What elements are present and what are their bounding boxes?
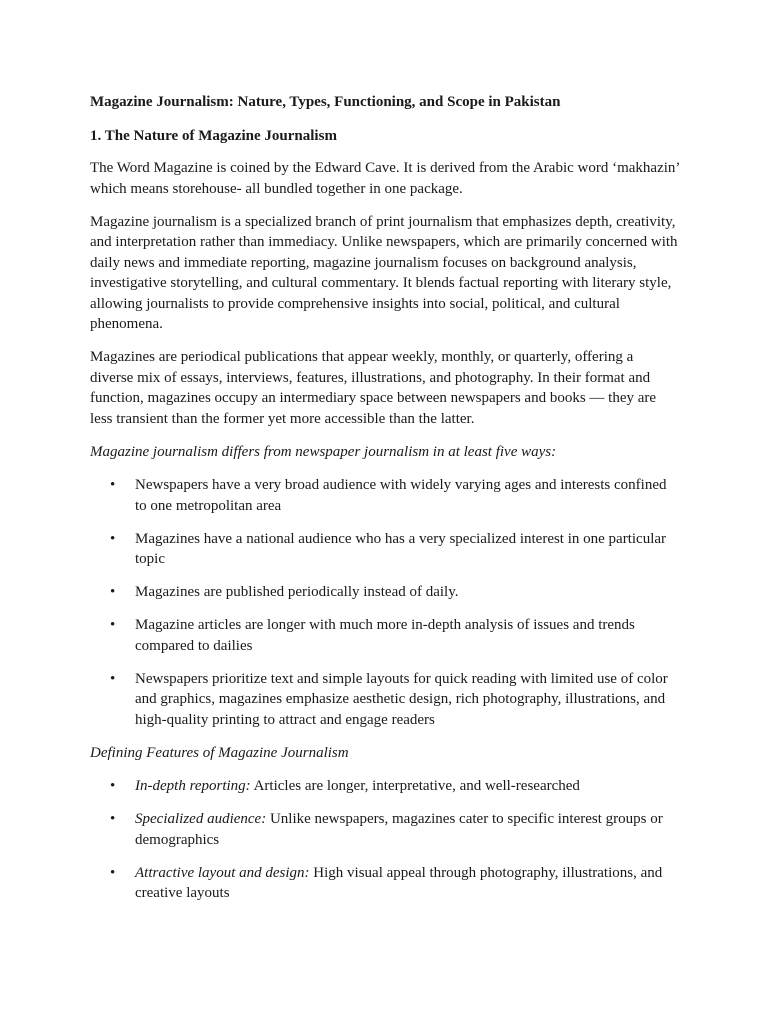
features-list (90, 776, 680, 904)
bullet-icon: • (110, 617, 116, 633)
differences-list (90, 475, 680, 730)
list-item-text: Magazines have a national audience who has a very specialized interest in one particular topic (135, 530, 667, 567)
feature-text: Articles are longer, interpretative, and well-researched (250, 778, 580, 794)
list-item-text: Magazine articles are longer with much more in-depth analysis of issues and trends compared to dailies (135, 617, 635, 654)
section-heading: 1. The Nature of Magazine Journalism (90, 127, 337, 144)
list-item-text: Newspapers have a very broad audience with widely varying ages and interests confined to one metropolitan area (135, 477, 667, 514)
list-item (90, 776, 680, 797)
document-title: Magazine Journalism: Nature, Types, Functioning, and Scope in Pakistan (90, 94, 561, 110)
bullet-icon: • (110, 670, 116, 687)
list-item (90, 529, 680, 570)
bullet-icon: • (110, 584, 116, 600)
document-page (90, 92, 680, 916)
list-item-text: Magazines are published periodically instead of daily. (135, 584, 459, 600)
differences-lead: Magazine journalism differs from newspaper journalism in at least five ways: (90, 443, 557, 460)
list-item (90, 669, 680, 731)
feature-text: Unlike newspapers, magazines cater to specific interest groups or demographics (135, 811, 663, 848)
list-item (90, 475, 680, 516)
bullet-icon: • (110, 811, 116, 827)
list-item (90, 863, 680, 904)
bullet-icon: • (110, 864, 116, 881)
features-lead: Defining Features of Magazine Journalism (90, 744, 349, 761)
paragraph-periodicals: Magazines are periodical publications that appear weekly, monthly, or quarterly, offering a diverse mix of essays, interviews, features, illustrations, and photography. In their format and function, magazines occupy an intermediary space between newspapers and books — they are less transient than the former yet more accessible than the latter. (90, 349, 657, 427)
feature-term: In-depth reporting: (135, 778, 251, 794)
feature-text: High visual appeal through photography, illustrations, and creative layouts (135, 864, 663, 901)
feature-term: Attractive layout and design: (135, 864, 310, 881)
list-item (90, 809, 680, 850)
feature-term: Specialized audience: (135, 811, 267, 827)
list-item (90, 615, 680, 656)
list-item-text: Newspapers prioritize text and simple layouts for quick reading with limited use of color and graphics, magazines emphasize aesthetic design, rich photography, illustrations, and high-quality printing to attract and engage readers (135, 670, 668, 728)
bullet-icon: • (110, 477, 116, 493)
paragraph-definition: Magazine journalism is a specialized branch of print journalism that emphasizes depth, creativity, and interpretation rather than immediacy. Unlike newspapers, which are primarily concerned with daily news and immediate reporting, magazine journalism focuses on background analysis, investigative storytelling, and cultural commentary. It blends factual reporting with literary style, allowing journalists to provide comprehensive insights into social, political, and cultural phenomena. (90, 213, 678, 332)
bullet-icon: • (110, 778, 116, 794)
bullet-icon: • (110, 530, 116, 547)
list-item (90, 582, 680, 603)
paragraph-origin: The Word Magazine is coined by the Edward Cave. It is derived from the Arabic word ‘makhazin’ which means storehouse- all bundled together in one package. (90, 160, 680, 197)
